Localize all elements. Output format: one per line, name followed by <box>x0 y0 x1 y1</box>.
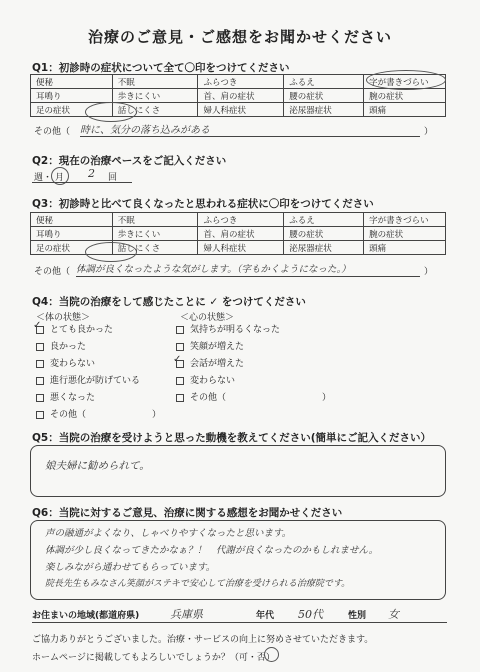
symptom-cell[interactable]: 頭痛 <box>364 103 446 117</box>
selection-circle <box>85 102 137 122</box>
q4-mind-other-close: ） <box>322 393 332 403</box>
q5-answer-box[interactable] <box>30 445 446 497</box>
q1-other-label: その他（ <box>34 127 71 137</box>
q6-answer-line: 声の融通がよくなり、しゃべりやすくなったと思います。 <box>45 528 292 539</box>
q4-body-list <box>36 322 140 424</box>
symptom-cell[interactable]: ふるえ <box>284 75 364 89</box>
symptom-cell[interactable]: ふるえ <box>284 213 364 227</box>
q6-answer-line: 体調が少し良くなってきたかなぁ？！ 代謝が良くなったのかもしれません。 <box>45 545 379 556</box>
age-label: 年代 <box>256 611 275 621</box>
q3-heading: Q3：初診時と比べて良くなったと思われる症状に〇印をつけてください <box>32 198 374 210</box>
q2-underline <box>32 182 132 183</box>
q3-other-label: その他（ <box>34 267 71 277</box>
q4-body-other-close: ） <box>152 410 162 420</box>
symptom-cell[interactable]: 婦人科症状 <box>198 241 284 255</box>
mind-option-no-change[interactable]: 変わらない <box>176 373 280 390</box>
body-option-other[interactable]: その他（ <box>36 407 140 424</box>
symptom-cell[interactable]: 便秘 <box>31 75 113 89</box>
sex-label: 性別 <box>348 611 367 621</box>
q3-other-answer[interactable]: 体調が良くなったような気がします。（字もかくようになった。） <box>76 264 351 275</box>
selection-circle <box>264 647 279 662</box>
mind-option-more-conversation[interactable]: 会話が増えた <box>176 356 280 373</box>
symptom-cell[interactable]: 婦人科症状 <box>198 103 284 117</box>
sex-value[interactable]: 女 <box>388 608 399 621</box>
q4-body-title: ＜体の状態＞ <box>36 313 91 323</box>
q4-mind-title: ＜心の状態＞ <box>180 313 235 323</box>
symptom-cell[interactable]: 泌尿器症状 <box>284 103 364 117</box>
body-option-no-change[interactable]: 変わらない <box>36 356 140 373</box>
checkbox[interactable] <box>176 326 184 334</box>
q2-month-label: 月 <box>55 173 65 183</box>
q4-heading: Q4：当院の治療をして感じたことに ✓ をつけてください <box>32 296 306 308</box>
q1-other-answer[interactable]: 時に、気分の落ち込みがある <box>80 125 210 136</box>
symptom-cell[interactable]: 歩きにくい <box>112 227 198 241</box>
symptom-cell[interactable]: 話しにくさ <box>112 103 198 117</box>
checkbox[interactable] <box>36 360 44 368</box>
symptom-cell[interactable]: 足の症状 <box>31 241 113 255</box>
q6-answer <box>45 525 378 593</box>
symptom-cell[interactable]: 便秘 <box>31 213 113 227</box>
region-label: お住まいの地域(都道府県) <box>32 611 140 621</box>
q2-times-label: 回 <box>108 173 118 183</box>
age-value[interactable]: 50代 <box>298 608 323 621</box>
checkbox[interactable] <box>36 394 44 402</box>
body-option-very-good[interactable]: とても良かった <box>36 322 140 339</box>
publish-consent-question: ホームページに掲載してもよろしいでしょうか？（可・否） <box>32 653 275 663</box>
symptom-cell[interactable]: 不眠 <box>112 213 198 227</box>
symptom-cell[interactable]: 腰の症状 <box>284 89 364 103</box>
q5-answer: 娘夫婦に勧められて。 <box>45 460 150 472</box>
thanks-note: ご協力ありがとうございました。治療・サービスの向上に努めさせていただきます。 <box>32 635 374 645</box>
symptom-cell[interactable]: 泌尿器症状 <box>284 241 364 255</box>
symptom-cell[interactable]: 腰の症状 <box>284 227 364 241</box>
page-title: 治療のご意見・ご感想をお聞かせください <box>87 28 392 46</box>
q1-other-underline <box>80 136 420 137</box>
q5-heading: Q5：当院の治療を受けようと思った動機を教えてください(簡単にご記入ください） <box>32 432 432 444</box>
checkbox[interactable] <box>176 377 184 385</box>
symptom-cell[interactable]: 頭痛 <box>364 241 446 255</box>
q1-other-close: ） <box>424 127 434 137</box>
region-value[interactable]: 兵庫県 <box>170 608 203 621</box>
symptom-cell[interactable]: ふらつき <box>198 213 284 227</box>
symptom-cell[interactable]: 歩きにくい <box>112 89 198 103</box>
selection-circle <box>366 70 446 90</box>
checkbox[interactable] <box>176 394 184 402</box>
mind-option-more-smiles[interactable]: 笑顔が増えた <box>176 339 280 356</box>
symptom-cell[interactable]: 腕の症状 <box>364 227 446 241</box>
q3-other-underline <box>76 276 420 277</box>
q6-heading: Q6：当院に対するご意見、治療に関する感想をお聞かせください <box>32 507 343 519</box>
q6-answer-line: 院長先生もみなさん笑顔がステキで安心して治療を受けられる治療院です。 <box>45 579 351 589</box>
footer-underline <box>32 622 447 623</box>
checkbox[interactable] <box>36 343 44 351</box>
q2-count[interactable]: 2 <box>88 167 95 180</box>
body-option-good[interactable]: 良かった <box>36 339 140 356</box>
body-option-worse[interactable]: 悪くなった <box>36 390 140 407</box>
checkbox[interactable] <box>36 411 44 419</box>
symptom-cell[interactable]: 耳鳴り <box>31 227 113 241</box>
symptom-cell[interactable]: 字が書きづらい <box>364 75 446 89</box>
symptom-cell[interactable]: 腕の症状 <box>364 89 446 103</box>
check-mark-icon: ✓ <box>173 354 182 365</box>
checkbox[interactable] <box>36 377 44 385</box>
q6-answer-box[interactable] <box>30 520 446 600</box>
q2-heading: Q2：現在の治療ペースをご記入ください <box>32 155 227 167</box>
check-mark-icon: ✓ <box>33 320 42 331</box>
q3-row <box>31 227 446 241</box>
symptom-cell[interactable]: 字が書きづらい <box>364 213 446 227</box>
q6-answer-line: 楽しみながら通わせてもらっています。 <box>45 562 216 573</box>
symptom-cell[interactable]: 首、肩の症状 <box>198 89 284 103</box>
symptom-cell[interactable]: 足の症状 <box>31 103 113 117</box>
symptom-cell[interactable]: 不眠 <box>112 75 198 89</box>
mind-option-brighter[interactable]: 気持ちが明るくなった <box>176 322 280 339</box>
q3-row <box>31 213 446 227</box>
q4-mind-list <box>176 322 280 407</box>
q2-week-label: 週・ <box>34 173 53 183</box>
q3-other-close: ） <box>424 267 434 277</box>
q1-row <box>31 89 446 103</box>
symptom-cell[interactable]: 首、肩の症状 <box>198 227 284 241</box>
q1-heading: Q1：初診時の症状について全て〇印をつけてください <box>32 62 290 74</box>
mind-option-other[interactable]: その他（ <box>176 390 280 407</box>
checkbox[interactable] <box>176 343 184 351</box>
symptom-cell[interactable]: ふらつき <box>198 75 284 89</box>
symptom-cell[interactable]: 話しにくさ <box>112 241 198 255</box>
body-option-progress-prevented[interactable]: 進行悪化が防げている <box>36 373 140 390</box>
selection-circle <box>85 242 137 262</box>
symptom-cell[interactable]: 耳鳴り <box>31 89 113 103</box>
